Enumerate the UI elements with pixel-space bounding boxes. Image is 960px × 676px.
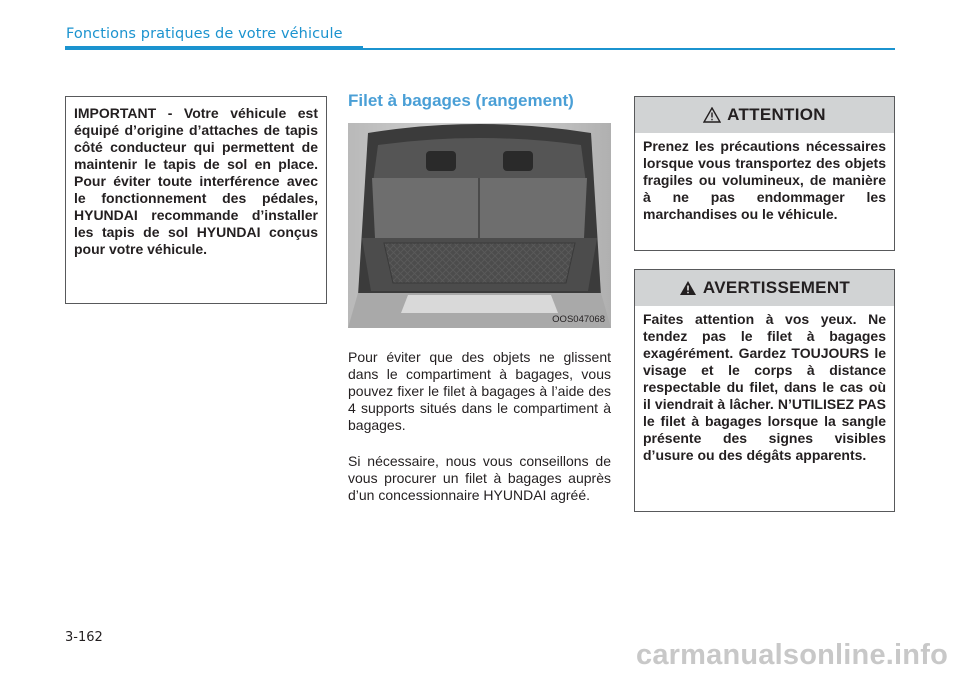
image-reference-code: OOS047068 — [552, 314, 605, 325]
important-note-text: IMPORTANT - Votre véhicule est équipé d’origine d’attaches de tapis côté conducteur qui permettent de maintenir le tapis de sol en place. Pour éviter toute interférence avec le fonctionnement des pédales, HYUNDAI recommande d’installer les tapis de sol HYUNDAI conçus pour votre véhicule. — [74, 105, 318, 257]
attention-header — [635, 97, 894, 133]
header-rule-thick — [65, 46, 363, 50]
warning-triangle-outline-icon — [703, 107, 721, 123]
watermark: carmanualsonline.info — [636, 639, 948, 671]
warning-text: Faites attention à vos yeux. Ne tendez pas le filet à bagages exagérément. Gardez TOUJOURS le visage et le corps à distance respectable du filet, dans le cas où il viendrait à lâcher. N’UTILISEZ PAS le filet à bagages lorsque la sangle présente des signes visibles d’usure ou des dégâts apparents. — [643, 311, 886, 463]
important-note-box — [65, 96, 327, 304]
warning-heading: AVERTISSEMENT — [702, 278, 851, 297]
cargo-area-illustration — [348, 123, 611, 328]
header-rule-thin — [363, 48, 895, 50]
body-paragraph-2: Si nécessaire, nous vous conseillons de vous procurer un filet à bagages auprès d’un concessionnaire HYUNDAI agréé. — [348, 453, 611, 503]
attention-text: Prenez les précautions nécessaires lorsque vous transportez des objets fragiles ou volumineux, de manière à ne pas endommager les marchandises ou le véhicule. — [643, 138, 886, 222]
page-number: 3-162 — [65, 630, 103, 645]
cargo-net-title: Filet à bagages (rangement) — [348, 91, 574, 110]
section-header-title: Fonctions pratiques de votre véhicule — [66, 26, 343, 42]
attention-heading: ATTENTION — [727, 105, 826, 124]
warning-box — [634, 269, 895, 512]
body-paragraph-1: Pour éviter que des objets ne glissent dans le compartiment à bagages, vous pouvez fixer le filet à bagages à l’aide des 4 supports situés dans le compartiment à bagages. — [348, 349, 611, 433]
cargo-net-photo — [348, 123, 611, 328]
warning-header — [635, 270, 894, 306]
warning-triangle-filled-icon — [679, 280, 697, 296]
attention-box — [634, 96, 895, 251]
